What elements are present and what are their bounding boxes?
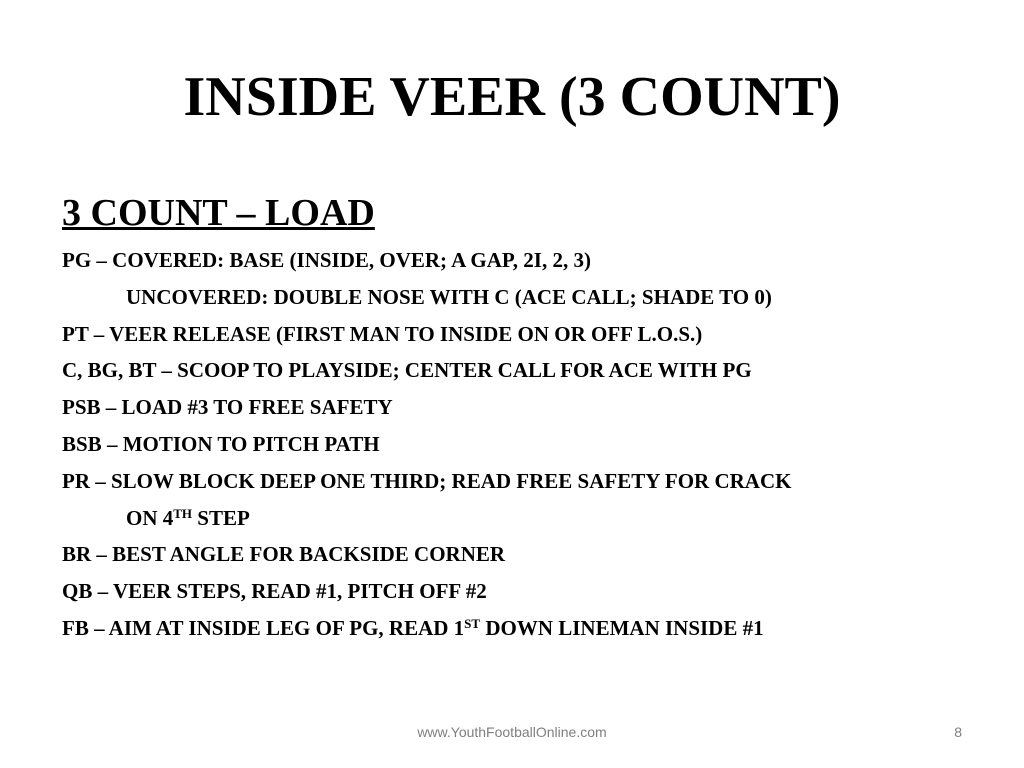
line-pr-continued [62,500,1002,537]
fb-post: DOWN LINEMAN INSIDE #1 [480,615,764,640]
line-qb: QB – VEER STEPS, READ #1, PITCH OFF #2 [62,579,487,604]
line-pt: PT – VEER RELEASE (FIRST MAN TO INSIDE ON OR OFF L.O.S.) [62,321,703,346]
line-pr: PR – SLOW BLOCK DEEP ONE THIRD; READ FREE SAFETY FOR CRACK [62,468,792,493]
pr-cont-superscript: TH [173,505,193,521]
line-pg-uncovered: UNCOVERED: DOUBLE NOSE WITH C (ACE CALL; SHADE TO 0) [126,284,772,309]
line-br: BR – BEST ANGLE FOR BACKSIDE CORNER [62,542,506,567]
footer-url: www.YouthFootballOnline.com [417,724,607,740]
page-number: 8 [954,724,962,740]
slide-content [62,188,1002,647]
line-c-bg-bt: C, BG, BT – SCOOP TO PLAYSIDE; CENTER CALL FOR ACE WITH PG [62,358,752,383]
line-psb: PSB – LOAD #3 TO FREE SAFETY [62,395,393,420]
fb-superscript: ST [464,615,481,631]
fb-pre: FB – AIM AT INSIDE LEG OF PG, READ 1 [62,615,465,640]
line-bsb: BSB – MOTION TO PITCH PATH [62,431,380,456]
line-fb [62,610,1002,647]
pr-cont-pre: ON 4 [126,505,174,530]
pr-cont-post: STEP [192,505,250,530]
line-pg: PG – COVERED: BASE (INSIDE, OVER; A GAP, 2I, 2, 3) [62,248,591,272]
subheading: 3 COUNT – LOAD [62,192,375,234]
slide-title: INSIDE VEER (3 COUNT) [183,66,841,128]
